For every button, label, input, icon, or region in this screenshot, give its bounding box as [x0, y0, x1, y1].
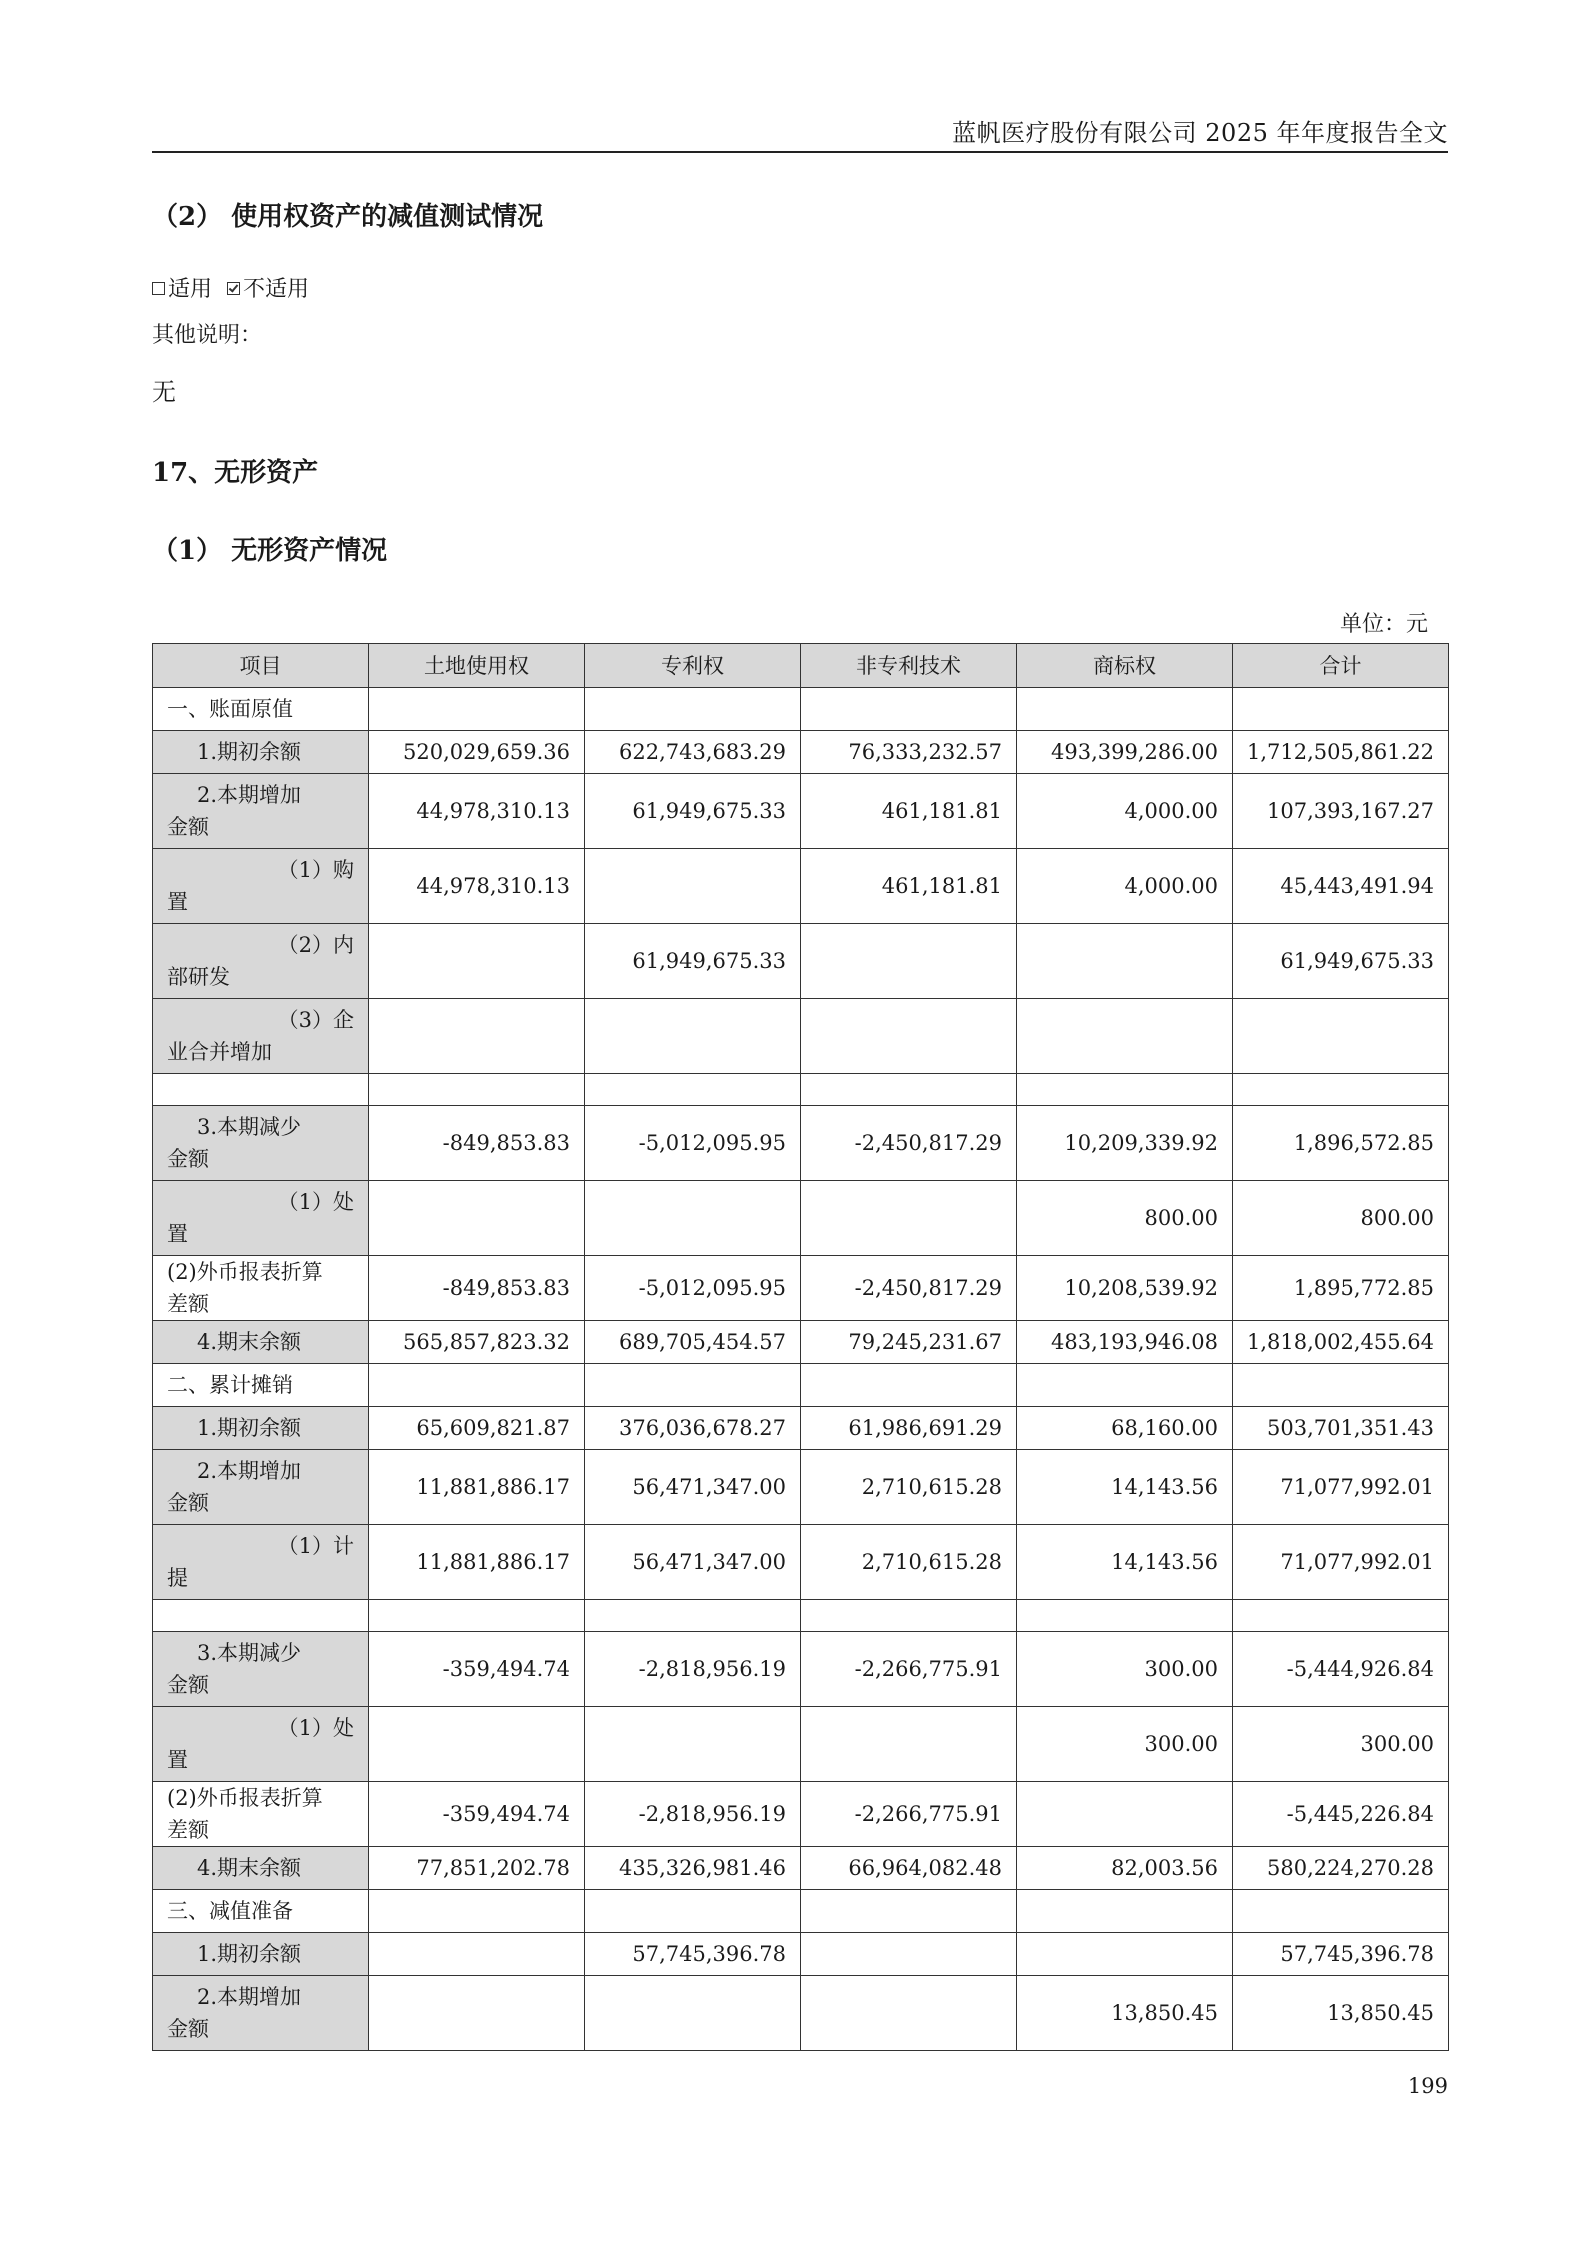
table-row	[153, 1847, 1449, 1890]
row-label: （1）购	[277, 858, 354, 882]
row-label-cell	[153, 731, 369, 774]
value-cell: -2,818,956.19	[585, 1632, 801, 1707]
value-cell: 13,850.45	[1233, 1976, 1449, 2051]
value-cell	[585, 1976, 801, 2051]
value-cell: 10,209,339.92	[1017, 1106, 1233, 1181]
row-label: 一、账面原值	[167, 697, 293, 721]
unit-label: 单位：元	[1339, 612, 1428, 637]
value-cell	[1017, 924, 1233, 999]
row-label-continued: 置	[167, 1748, 188, 1772]
value-cell	[585, 849, 801, 924]
table-row	[153, 1890, 1449, 1933]
column-header: 专利权	[585, 644, 801, 688]
value-cell: 68,160.00	[1017, 1407, 1233, 1450]
column-header: 非专利技术	[801, 644, 1017, 688]
value-cell	[369, 1181, 585, 1256]
value-cell: -5,012,095.95	[585, 1256, 801, 1321]
value-cell	[801, 1364, 1017, 1407]
value-cell	[1233, 688, 1449, 731]
value-cell: 800.00	[1233, 1181, 1449, 1256]
row-label-cell	[153, 1782, 369, 1847]
value-cell: 107,393,167.27	[1233, 774, 1449, 849]
row-label: 4.期末余额	[197, 1856, 302, 1880]
value-cell: 11,881,886.17	[369, 1450, 585, 1525]
row-label-cell	[153, 1181, 369, 1256]
header-divider	[152, 151, 1448, 153]
table-row	[153, 688, 1449, 731]
value-cell	[585, 688, 801, 731]
table-row	[153, 1632, 1449, 1707]
value-cell	[369, 1933, 585, 1976]
row-label-continued: 业合并增加	[167, 1040, 272, 1064]
not-applicable-label: 不适用	[243, 277, 310, 302]
value-cell	[1017, 1890, 1233, 1933]
row-label-continued: 提	[167, 1566, 188, 1590]
value-cell: 565,857,823.32	[369, 1321, 585, 1364]
value-cell: 300.00	[1017, 1632, 1233, 1707]
value-cell	[369, 1364, 585, 1407]
value-cell	[585, 1364, 801, 1407]
value-cell: 14,143.56	[1017, 1525, 1233, 1600]
row-label: （1）处	[277, 1190, 354, 1214]
value-cell: 461,181.81	[801, 849, 1017, 924]
row-label-cell	[153, 774, 369, 849]
row-label: 2.本期增加	[197, 1459, 302, 1483]
value-cell	[585, 1074, 801, 1106]
value-cell	[801, 1074, 1017, 1106]
value-cell	[369, 688, 585, 731]
value-cell: 503,701,351.43	[1233, 1407, 1449, 1450]
value-cell: 4,000.00	[1017, 774, 1233, 849]
row-label: 三、减值准备	[167, 1899, 293, 1923]
value-cell: 61,949,675.33	[1233, 924, 1449, 999]
value-cell: 56,471,347.00	[585, 1450, 801, 1525]
row-label: （3）企	[277, 1008, 354, 1032]
row-label: 2.本期增加	[197, 783, 302, 807]
value-cell: 376,036,678.27	[585, 1407, 801, 1450]
value-cell	[369, 1890, 585, 1933]
value-cell: 689,705,454.57	[585, 1321, 801, 1364]
row-label-cell	[153, 1074, 369, 1106]
table-row	[153, 924, 1449, 999]
row-label: （2）内	[277, 933, 354, 957]
value-cell: 44,978,310.13	[369, 774, 585, 849]
value-cell: -2,818,956.19	[585, 1782, 801, 1847]
value-cell	[801, 1890, 1017, 1933]
value-cell	[1017, 1364, 1233, 1407]
value-cell: 435,326,981.46	[585, 1847, 801, 1890]
table-row	[153, 1106, 1449, 1181]
value-cell	[1233, 1600, 1449, 1632]
value-cell: 66,964,082.48	[801, 1847, 1017, 1890]
value-cell: -2,266,775.91	[801, 1632, 1017, 1707]
value-cell: 61,986,691.29	[801, 1407, 1017, 1450]
column-header: 商标权	[1017, 644, 1233, 688]
value-cell	[369, 999, 585, 1074]
value-cell: 622,743,683.29	[585, 731, 801, 774]
row-label-continued: 部研发	[167, 965, 230, 989]
value-cell: 76,333,232.57	[801, 731, 1017, 774]
value-cell: 71,077,992.01	[1233, 1525, 1449, 1600]
table-row	[153, 1181, 1449, 1256]
value-cell	[585, 1600, 801, 1632]
other-notes-value: 无	[152, 378, 176, 406]
value-cell	[585, 999, 801, 1074]
value-cell: 2,710,615.28	[801, 1525, 1017, 1600]
value-cell: 13,850.45	[1017, 1976, 1233, 2051]
table-row	[153, 1933, 1449, 1976]
row-label-cell	[153, 688, 369, 731]
column-header: 合计	[1233, 644, 1449, 688]
value-cell: 1,896,572.85	[1233, 1106, 1449, 1181]
value-cell	[801, 1976, 1017, 2051]
row-label-cell	[153, 1256, 369, 1321]
value-cell: -359,494.74	[369, 1782, 585, 1847]
value-cell	[801, 688, 1017, 731]
value-cell: -2,450,817.29	[801, 1106, 1017, 1181]
table-row	[153, 1256, 1449, 1321]
report-header-title: 蓝帆医疗股份有限公司 2025 年年度报告全文	[952, 119, 1448, 147]
value-cell: 2,710,615.28	[801, 1450, 1017, 1525]
value-cell: 56,471,347.00	[585, 1525, 801, 1600]
value-cell	[801, 924, 1017, 999]
table-row	[153, 1976, 1449, 2051]
value-cell: 44,978,310.13	[369, 849, 585, 924]
table-row	[153, 1321, 1449, 1364]
row-label-cell	[153, 1364, 369, 1407]
value-cell: -849,853.83	[369, 1106, 585, 1181]
value-cell: -5,444,926.84	[1233, 1632, 1449, 1707]
intangible-assets-table	[152, 643, 1449, 2051]
value-cell: 82,003.56	[1017, 1847, 1233, 1890]
table-row	[153, 731, 1449, 774]
row-label-cell	[153, 1707, 369, 1782]
value-cell	[1233, 999, 1449, 1074]
applicable-checkbox[interactable]	[152, 282, 165, 295]
value-cell: 61,949,675.33	[585, 774, 801, 849]
applicable-label: 适用	[168, 277, 213, 302]
row-label-continued: 金额	[167, 815, 209, 839]
value-cell: 800.00	[1017, 1181, 1233, 1256]
value-cell	[1233, 1364, 1449, 1407]
applicability-line	[152, 272, 309, 303]
row-label-continued: 差额	[167, 1292, 209, 1316]
intangible-assets-subheading: （1） 无形资产情况	[152, 536, 388, 566]
table-row	[153, 1782, 1449, 1847]
value-cell	[369, 1707, 585, 1782]
page-number: 199	[1407, 2074, 1448, 2098]
value-cell	[369, 924, 585, 999]
value-cell: 520,029,659.36	[369, 731, 585, 774]
row-label: (2)外币报表折算	[167, 1260, 323, 1284]
row-label-continued: 差额	[167, 1818, 209, 1842]
value-cell	[585, 1890, 801, 1933]
value-cell	[1017, 1782, 1233, 1847]
intangible-assets-heading: 17、无形资产	[152, 458, 319, 488]
table-row	[153, 1074, 1449, 1106]
row-label: （1）计	[277, 1534, 354, 1558]
value-cell: 493,399,286.00	[1017, 731, 1233, 774]
row-label: 3.本期减少	[197, 1115, 302, 1139]
value-cell: -5,445,226.84	[1233, 1782, 1449, 1847]
table-row	[153, 1407, 1449, 1450]
value-cell: -5,012,095.95	[585, 1106, 801, 1181]
other-notes-label: 其他说明：	[152, 323, 263, 348]
value-cell: 300.00	[1017, 1707, 1233, 1782]
row-label-cell	[153, 1847, 369, 1890]
column-header: 项目	[153, 644, 369, 688]
value-cell	[1017, 1600, 1233, 1632]
row-label-cell	[153, 1632, 369, 1707]
not-applicable-checkbox[interactable]	[227, 282, 240, 295]
row-label-continued: 置	[167, 1222, 188, 1246]
value-cell: 11,881,886.17	[369, 1525, 585, 1600]
value-cell: 4,000.00	[1017, 849, 1233, 924]
row-label: 2.本期增加	[197, 1985, 302, 2009]
value-cell	[1017, 1074, 1233, 1106]
value-cell	[1233, 1890, 1449, 1933]
value-cell: 580,224,270.28	[1233, 1847, 1449, 1890]
value-cell: -2,450,817.29	[801, 1256, 1017, 1321]
value-cell: 1,712,505,861.22	[1233, 731, 1449, 774]
value-cell	[801, 999, 1017, 1074]
row-label-cell	[153, 1321, 369, 1364]
value-cell: 77,851,202.78	[369, 1847, 585, 1890]
value-cell	[585, 1181, 801, 1256]
value-cell: 300.00	[1233, 1707, 1449, 1782]
value-cell	[801, 1707, 1017, 1782]
value-cell	[369, 1600, 585, 1632]
value-cell: -2,266,775.91	[801, 1782, 1017, 1847]
value-cell	[1017, 1933, 1233, 1976]
row-label-cell	[153, 1933, 369, 1976]
table-row	[153, 1364, 1449, 1407]
value-cell: -359,494.74	[369, 1632, 585, 1707]
row-label-continued: 金额	[167, 1673, 209, 1697]
value-cell: 71,077,992.01	[1233, 1450, 1449, 1525]
value-cell	[369, 1976, 585, 2051]
value-cell: 1,895,772.85	[1233, 1256, 1449, 1321]
value-cell: -849,853.83	[369, 1256, 585, 1321]
value-cell	[801, 1181, 1017, 1256]
value-cell	[801, 1933, 1017, 1976]
row-label-continued: 金额	[167, 1147, 209, 1171]
rou-impairment-heading: （2） 使用权资产的减值测试情况	[152, 202, 544, 232]
table-row	[153, 1525, 1449, 1600]
table-body	[153, 688, 1449, 2051]
row-label: 3.本期减少	[197, 1641, 302, 1665]
row-label-cell	[153, 1525, 369, 1600]
column-header: 土地使用权	[369, 644, 585, 688]
value-cell: 65,609,821.87	[369, 1407, 585, 1450]
row-label-continued: 金额	[167, 1491, 209, 1515]
value-cell: 14,143.56	[1017, 1450, 1233, 1525]
value-cell: 483,193,946.08	[1017, 1321, 1233, 1364]
value-cell: 461,181.81	[801, 774, 1017, 849]
value-cell: 61,949,675.33	[585, 924, 801, 999]
value-cell: 45,443,491.94	[1233, 849, 1449, 924]
row-label: 1.期初余额	[197, 1416, 302, 1440]
table-row	[153, 849, 1449, 924]
row-label-cell	[153, 999, 369, 1074]
row-label-cell	[153, 1450, 369, 1525]
value-cell: 57,745,396.78	[1233, 1933, 1449, 1976]
table-row	[153, 1450, 1449, 1525]
row-label-cell	[153, 849, 369, 924]
table-row	[153, 999, 1449, 1074]
value-cell: 57,745,396.78	[585, 1933, 801, 1976]
row-label: 1.期初余额	[197, 740, 302, 764]
row-label-cell	[153, 1890, 369, 1933]
value-cell	[1233, 1074, 1449, 1106]
row-label-continued: 金额	[167, 2017, 209, 2041]
value-cell	[801, 1600, 1017, 1632]
value-cell	[1017, 999, 1233, 1074]
table-row	[153, 774, 1449, 849]
table-header-row	[153, 644, 1449, 688]
value-cell: 79,245,231.67	[801, 1321, 1017, 1364]
table-row	[153, 1707, 1449, 1782]
row-label: 4.期末余额	[197, 1330, 302, 1354]
row-label-cell	[153, 1106, 369, 1181]
row-label: 二、累计摊销	[167, 1373, 293, 1397]
row-label-continued: 置	[167, 890, 188, 914]
row-label-cell	[153, 924, 369, 999]
value-cell: 1,818,002,455.64	[1233, 1321, 1449, 1364]
value-cell	[369, 1074, 585, 1106]
value-cell: 10,208,539.92	[1017, 1256, 1233, 1321]
row-label: （1）处	[277, 1716, 354, 1740]
row-label-cell	[153, 1407, 369, 1450]
row-label: (2)外币报表折算	[167, 1786, 323, 1810]
row-label: 1.期初余额	[197, 1942, 302, 1966]
row-label-cell	[153, 1976, 369, 2051]
row-label-cell	[153, 1600, 369, 1632]
value-cell	[1017, 688, 1233, 731]
value-cell	[585, 1707, 801, 1782]
table-row	[153, 1600, 1449, 1632]
